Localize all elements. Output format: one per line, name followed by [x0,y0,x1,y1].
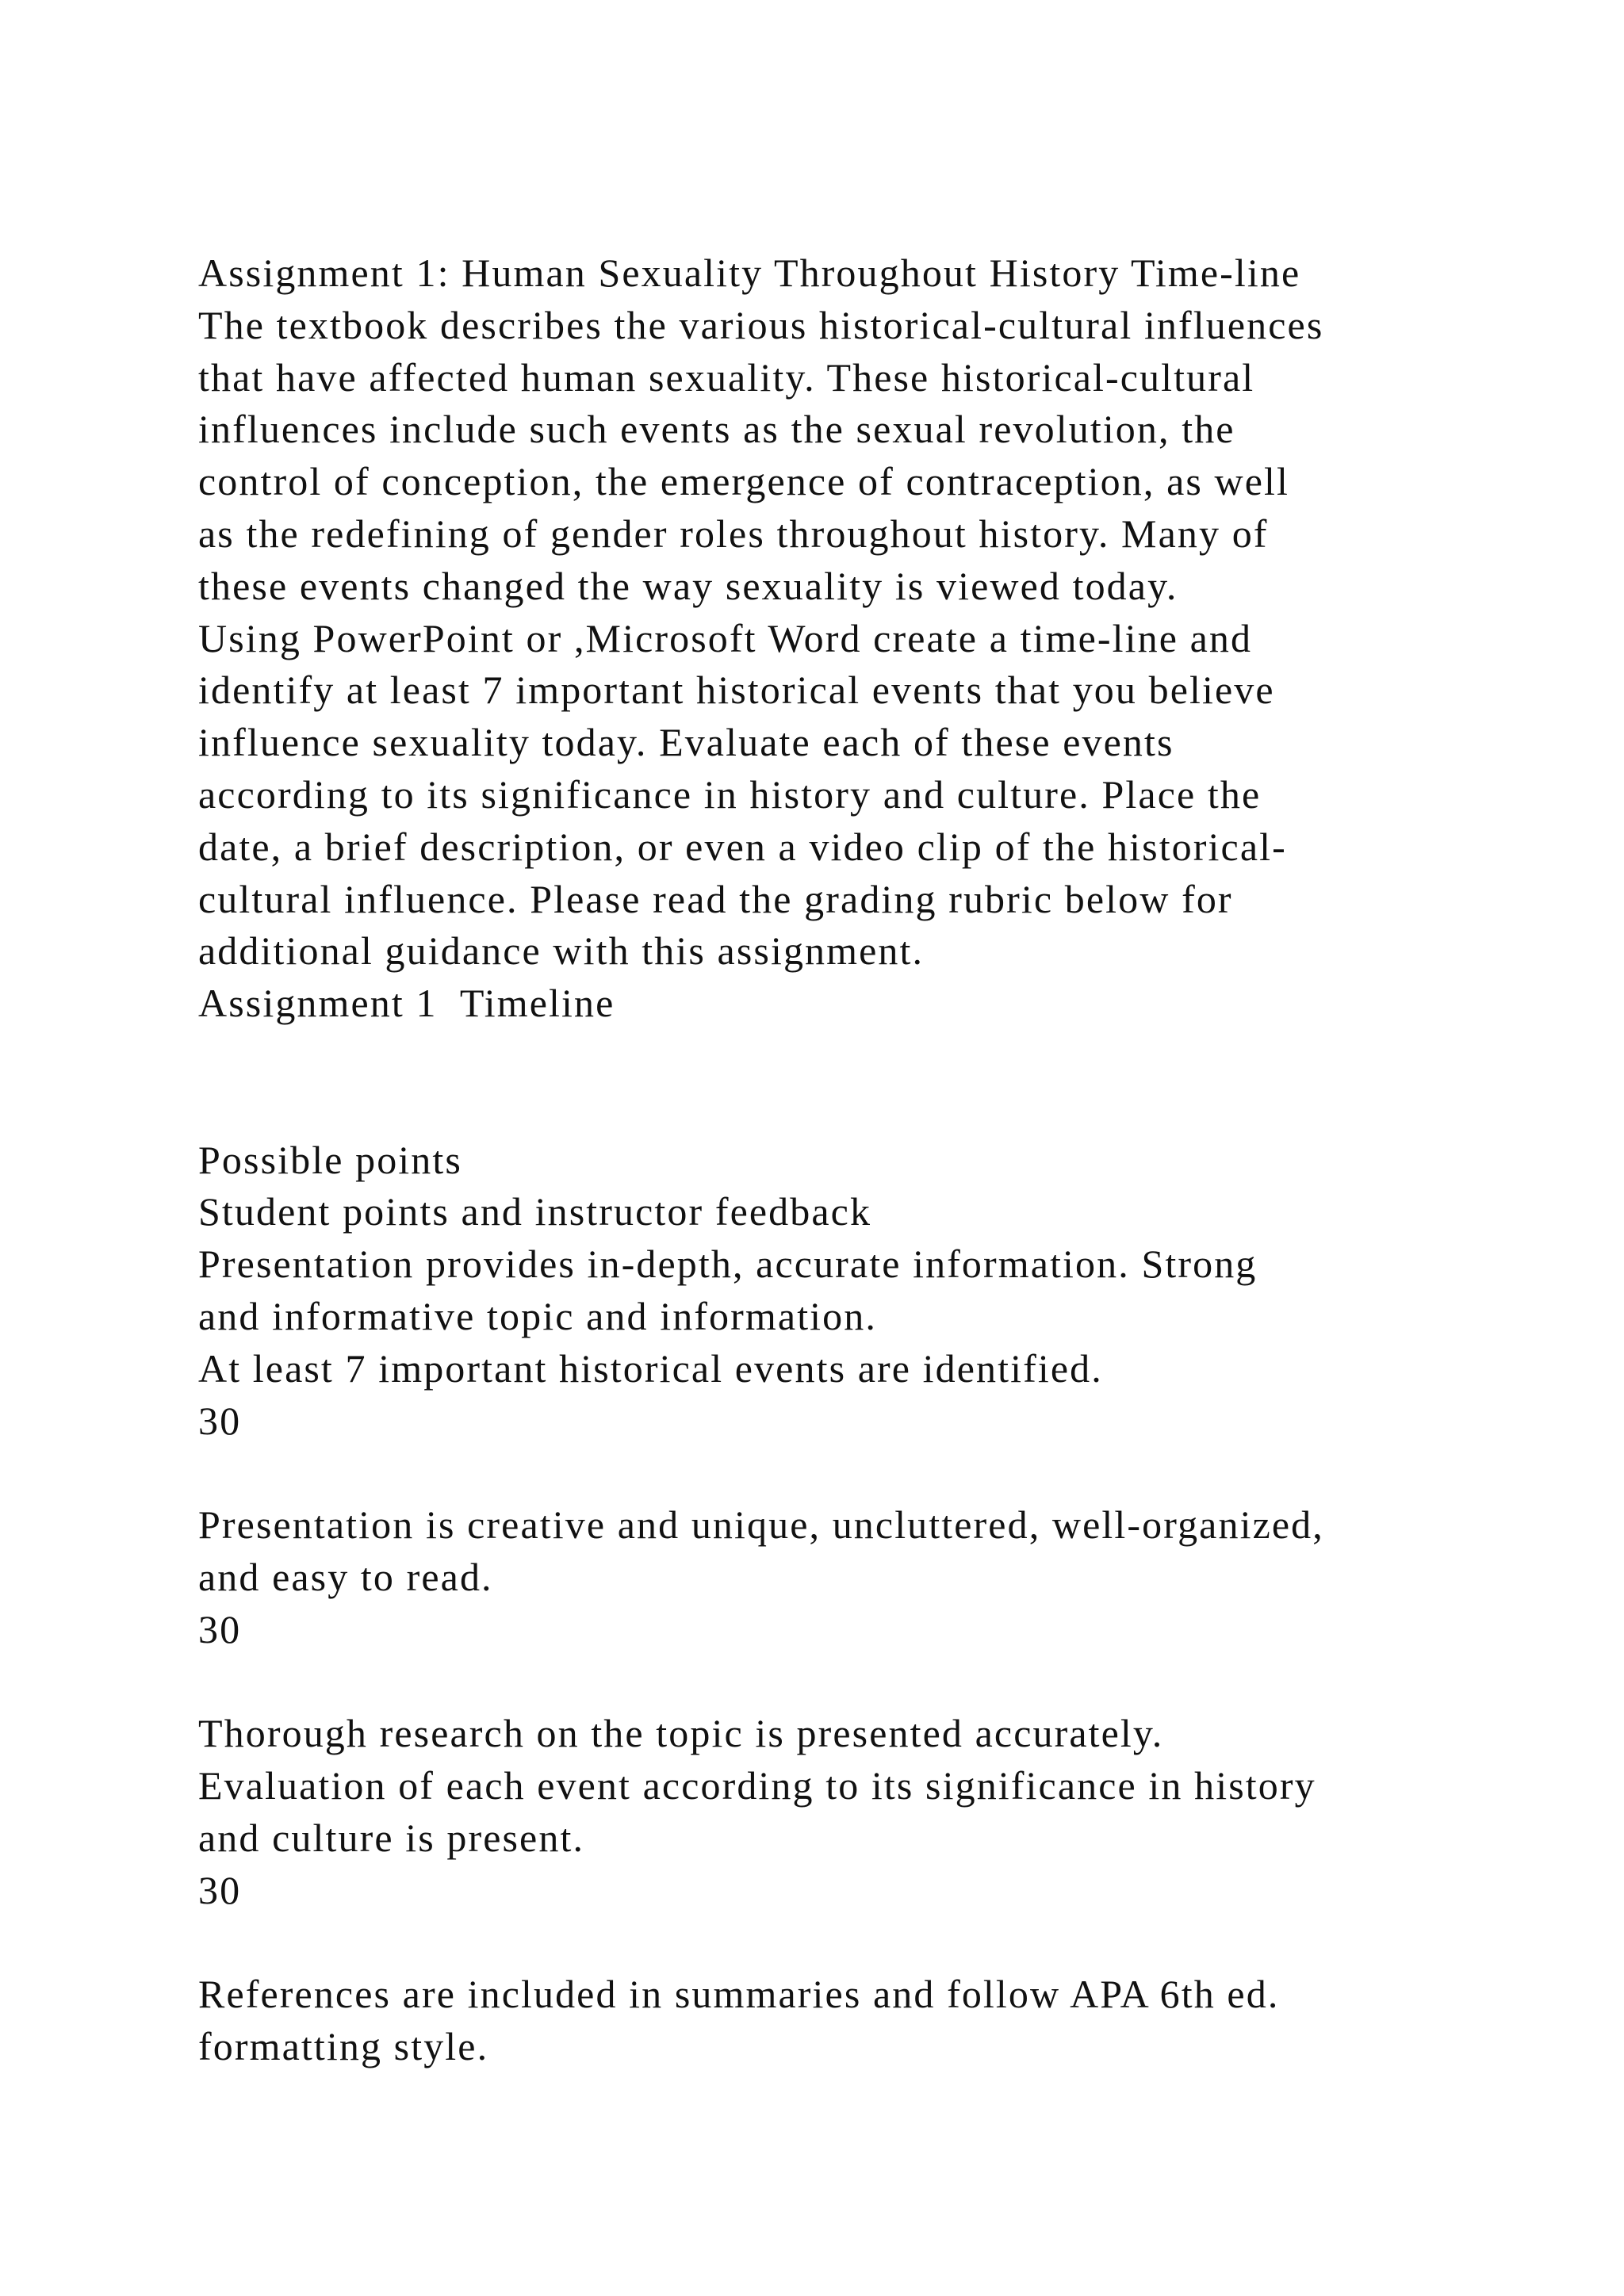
blank-line [198,1030,1546,1082]
rubric-criterion-line: formatting style. [198,2024,489,2069]
document-body [198,247,1546,2073]
assignment-title: Assignment 1: Human Sexuality Throughout History Time-line [198,251,1301,295]
intro-paragraph-line: influences include such events as the sexual revolution, the [198,407,1235,452]
intro-paragraph-line: control of conception, the emergence of contraception, as well [198,459,1290,504]
blank-line [198,1447,1546,1499]
rubric-criterion-line: References are included in summaries and follow APA 6th ed. [198,1972,1280,2017]
intro-paragraph-line: that have affected human sexuality. These historical-cultural [198,354,1255,400]
rubric-criterion-line: At least 7 important historical events are identified. [198,1345,1103,1391]
instructions-paragraph-line: according to its significance in history and culture. Place the [198,771,1262,817]
instructions-paragraph-line: cultural influence. Please read the grading rubric below for [198,876,1233,921]
rubric-criterion-line: and informative topic and information. [198,1293,877,1338]
rubric-points-value: 30 [198,1867,242,1912]
intro-paragraph-line: as the redefining of gender roles throughout history. Many of [198,511,1269,556]
instructions-paragraph-line: date, a brief description, or even a video clip of the historical- [198,824,1287,869]
rubric-column-student-points: Student points and instructor feedback [198,1189,872,1234]
rubric-points-value: 30 [198,1606,242,1651]
rubric-criterion-line: Presentation is creative and unique, uncluttered, well-organized, [198,1502,1324,1548]
rubric-points-value: 30 [198,1398,242,1443]
blank-line [198,1917,1546,1969]
rubric-criterion-line: and easy to read. [198,1554,493,1599]
blank-line [198,1656,1546,1709]
rubric-criterion-line: and culture is present. [198,1815,585,1860]
rubric-criterion-line: Evaluation of each event according to its significance in history [198,1763,1316,1808]
rubric-criterion-line: Presentation provides in-depth, accurate information. Strong [198,1242,1258,1287]
instructions-paragraph-line: Using PowerPoint or ,Microsoft Word create a time-line and [198,615,1253,660]
intro-paragraph-line: The textbook describes the various historical-cultural influences [198,302,1324,347]
rubric-column-possible-points: Possible points [198,1137,462,1182]
blank-line [198,1082,1546,1135]
instructions-paragraph-line: additional guidance with this assignment. [198,928,925,974]
instructions-paragraph-line: identify at least 7 important historical events that you believe [198,668,1275,713]
rubric-criterion-line: Thorough research on the topic is presented accurately. [198,1711,1164,1756]
intro-paragraph-line: these events changed the way sexuality is viewed today. [198,563,1178,608]
instructions-paragraph-line: influence sexuality today. Evaluate each of these events [198,720,1174,765]
rubric-heading: Assignment 1 Timeline [198,981,615,1026]
